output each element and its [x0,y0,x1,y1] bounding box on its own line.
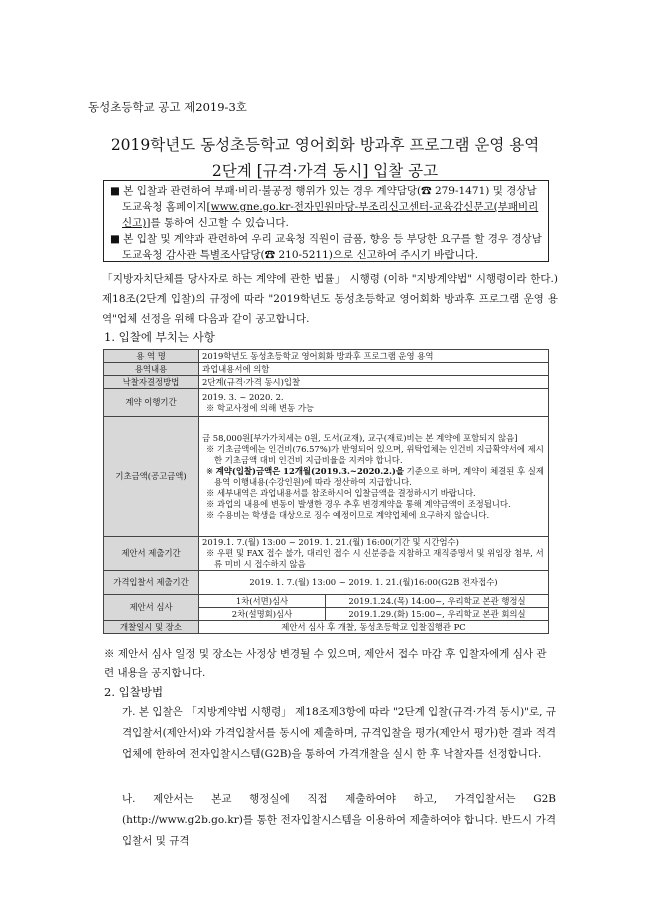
row-label: 제안서 제출기간 [104,537,199,571]
page-title-line2: 2단계 [규격·가격 동시] 입찰 공고 [211,162,439,180]
document-number: 동성초등학교 공고 제2019-3호 [88,100,247,114]
section1-heading: 1. 입찰에 부치는 사항 [104,330,215,344]
review-stage: 2차(설명회)심사 [199,608,326,621]
base-amount-note: ※ 계약(입찰)금액은 12개월(2019.3.~2020.2.)을 기준으로 하며, 계약이 체결된 후 실제 용역 이행내용(수강인원)에 따라 정산하여 지급합니다. [206,465,544,487]
table-row [104,417,549,537]
row-value [199,389,549,417]
base-amount-note: ※ 수용비는 학생을 대상으로 징수 예정이므로 계약업체에 요구하지 않습니다. [206,509,490,520]
notice-item-bribery: ■ 본 입찰 및 계약과 관련하여 우리 교육청 직원이 금품, 향응 등 부당한 요구를 할 경우 경상남도교육청 감사관 특별조사담당(☎ 210-5211)으로 신고하여 주시기 바랍니다. [110,233,542,261]
row-value: 2019학년도 동성초등학교 영어회화 방과후 프로그램 운영 용역 [199,350,549,363]
review-stage: 1차(서면)심사 [199,595,326,608]
period-text: 2019. 3. ~ 2020. 2. [202,391,284,402]
section2-heading: 2. 입찰방법 [104,685,164,699]
page-title-line1: 2019학년도 동성초등학교 영어회화 방과후 프로그램 운영 용역 [110,136,540,154]
base-amount-text: 금 58,000원[부가가치세는 0원, 도서(교재), 교구(재료)비는 본 계약에 포함되지 않음] [202,432,518,443]
bid-details-table [103,349,549,634]
row-label: 용역내용 [104,363,199,376]
row-value: 과업내용서에 의함 [199,363,549,376]
review-schedule: 2019.1.24.(목) 14:00~, 우리학교 본관 행정실 [326,595,549,608]
row-value: 2019. 1. 7.(월) 13:00 ~ 2019. 1. 21.(월)16:00(G2B 전자접수) [199,571,549,595]
method-paragraph-na: 나. 제안서는 본교 행정실에 직접 제출하여야 하고, 가격입찰서는 G2B (http://www.g2b.go.kr)를 통한 전자입찰시스템을 이용하여 제출하여야 합니다. 반드시 가격입찰서 및 규격 [122,793,556,847]
schedule-change-note: ※ 제안서 심사 일정 및 장소는 사정상 변경될 수 있으며, 제안서 접수 마감 후 입찰자에게 심사 관련 내용을 공지합니다. [104,648,547,679]
base-amount-note: ※ 세부내역은 과업내용서를 참조하시어 입찰금액을 결정하시기 바랍니다. [206,487,476,498]
row-label: 개찰일시 및 장소 [104,621,199,634]
row-label: 제안서 심사 [104,595,199,621]
row-label: 낙찰자결정방법 [104,376,199,389]
row-value [199,417,549,537]
intro-paragraph: 「지방자치단체를 당사자로 하는 계약에 관한 법률」 시행령 (이하 "지방계약법" 시행령이라 한다.) 제18조(2단계 입찰)의 규정에 따라 "2019학년도 동성초등학교 영어회화 방과후 프로그램 운영 용역"업체 선정을 위해 다음과 같이 공고합니다. [102,273,558,325]
table-row [104,363,549,376]
period-note: ※ 학교사정에 의해 변동 가능 [206,402,315,413]
table-row [104,376,549,389]
notice-box [103,180,549,262]
row-value [199,537,549,571]
row-label: 가격입찰서 제출기간 [104,571,199,595]
submission-note: ※ 우편 및 FAX 접수 불가, 대리인 접수 시 신분증을 지참하고 재직증명서 및 위임장 첨부, 서류 미비 시 접수하지 않음 [206,548,544,569]
row-label: 기초금액(공고금액) [104,417,199,537]
table-row [104,389,549,417]
table-row [104,350,549,363]
table-row [104,595,549,608]
submission-period-text: 2019.1. 7.(월) 13:00 ~ 2019. 1. 21.(월) 16:00(기간 및 시간엄수) [202,537,459,547]
base-amount-note: ※ 과업의 내용에 변동이 발생한 경우 추후 변경계약을 통해 계약금액이 조정됩니다. [206,498,511,509]
notice-item-corruption: ■ 본 입찰과 관련하여 부패·비리·불공정 행위가 있는 경우 계약담당(☎ 279-1471) 및 경상남도교육청 홈페이지[www.gne.go.kr-전자민원마당-부조리신고센터-교육감신문고(부패비리신고)]를 통하여 신고할 수 있습니다. [110,185,539,229]
table-row [104,571,549,595]
row-value: 2단계(규격·가격 동시)입찰 [199,376,549,389]
table-row [104,537,549,571]
row-label: 계약 이행기간 [104,389,199,417]
row-label: 용 역 명 [104,350,199,363]
table-row [104,621,549,634]
review-schedule: 2019.1.29.(화) 15:00~, 우리학교 본관 회의실 [326,608,549,621]
method-paragraph-ga: 가. 본 입찰은 「지방계약법 시행령」 제18조제3항에 따라 "2단계 입찰(규격·가격 동시)"로, 규격입찰서(제안서)와 가격입찰서를 동시에 제출하며, 규격입찰을 평가(제안서 평가)한 결과 적격 업체에 한하여 전자입찰시스템(G2B)을 통하여 가격개찰을 실시 한 후 낙찰자를 선정합니다. [122,706,556,760]
report-center-link[interactable]: www.gne.go.kr-전자민원마당-부조리신고센터-교육감신문고(부패비리신고) [122,201,539,229]
base-amount-note: ※ 기초금액에는 인건비(76.57%)가 반영되어 있으며, 위탁업체는 인건비 지급확약서에 제시한 기초금액 대비 인건비 지급비율을 지켜야 합니다. [206,443,544,465]
row-value: 제안서 심사 후 개찰, 동성초등학교 입찰집행관 PC [199,621,549,634]
